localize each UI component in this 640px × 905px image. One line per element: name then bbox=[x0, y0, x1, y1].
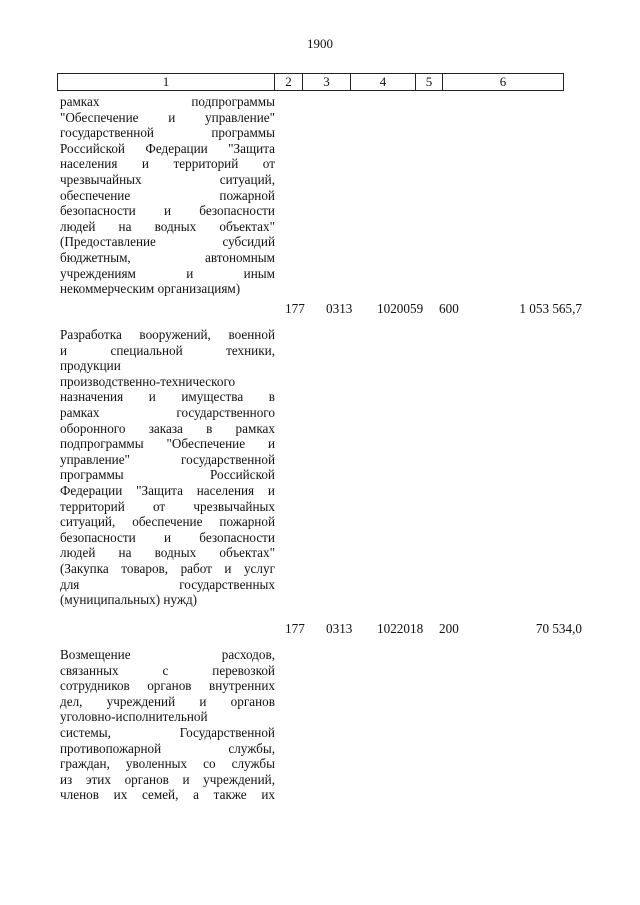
header-col-3: 3 bbox=[303, 74, 351, 91]
text-line: обеспечение пожарной bbox=[60, 187, 275, 203]
text-line: производственно-технического bbox=[60, 373, 236, 389]
row-3-description bbox=[60, 647, 275, 803]
text-line: безопасности и безопасности bbox=[60, 529, 275, 545]
text-line: рамках государственного bbox=[60, 404, 275, 420]
text-line: Федерации "Защита населения и bbox=[60, 482, 275, 498]
header-col-2: 2 bbox=[275, 74, 303, 91]
text-line: территорий от чрезвычайных bbox=[60, 498, 275, 514]
text-line: противопожарной службы, bbox=[60, 740, 275, 756]
text-line: продукции bbox=[60, 358, 121, 374]
row-2-description bbox=[60, 327, 275, 608]
text-line: (муниципальных) нужд) bbox=[60, 592, 198, 608]
text-line: граждан, уволенных со службы bbox=[60, 756, 275, 772]
header-col-5: 5 bbox=[416, 74, 443, 91]
text-line: некоммерческим организациям) bbox=[60, 281, 241, 297]
text-line: программы Российской bbox=[60, 467, 275, 483]
row-1-description bbox=[60, 94, 275, 297]
header-col-6: 6 bbox=[443, 74, 564, 91]
header-col-1: 1 bbox=[58, 74, 275, 91]
row-2-ministry: 177 bbox=[285, 621, 305, 636]
text-line: управление" государственной bbox=[60, 451, 275, 467]
row-1-amount: 1 053 565,7 bbox=[519, 301, 582, 316]
text-line: для государственных bbox=[60, 576, 275, 592]
text-line: из этих органов и учреждений, bbox=[60, 771, 275, 787]
row-1-type: 600 bbox=[439, 301, 459, 316]
text-line: сотрудников органов внутренних bbox=[60, 678, 275, 694]
text-line: безопасности и безопасности bbox=[60, 203, 275, 219]
text-line: рамках подпрограммы bbox=[60, 94, 275, 109]
text-line: связанных с перевозкой bbox=[60, 662, 275, 678]
text-line: государственной программы bbox=[60, 125, 275, 141]
row-1-section: 0313 bbox=[326, 301, 353, 316]
text-line: (Предоставление субсидий bbox=[60, 234, 275, 250]
text-line: ситуаций, обеспечение пожарной bbox=[60, 514, 275, 530]
text-line: бюджетным, автономным bbox=[60, 249, 275, 265]
text-line: системы, Государственной bbox=[60, 724, 275, 740]
text-line: назначения и имущества в bbox=[60, 389, 275, 405]
row-2-type: 200 bbox=[439, 621, 459, 636]
text-line: подпрограммы "Обеспечение и bbox=[60, 436, 275, 452]
row-1-ministry: 177 bbox=[285, 301, 305, 316]
row-2-amount: 70 534,0 bbox=[535, 621, 582, 636]
text-line: учреждениям и иным bbox=[60, 265, 275, 281]
text-line: населения и территорий от bbox=[60, 156, 275, 172]
row-2-section: 0313 bbox=[326, 621, 353, 636]
table-header bbox=[57, 73, 564, 91]
text-line: людей на водных объектах" bbox=[60, 218, 275, 234]
text-line: Возмещение расходов, bbox=[60, 647, 275, 662]
text-line: Разработка вооружений, военной bbox=[60, 327, 275, 342]
text-line: "Обеспечение и управление" bbox=[60, 109, 275, 125]
text-line: людей на водных объектах" bbox=[60, 545, 275, 561]
row-1-target: 1020059 bbox=[377, 301, 424, 316]
text-line: и специальной техники, bbox=[60, 342, 275, 358]
text-line: уголовно-исполнительной bbox=[60, 709, 208, 725]
row-2-target: 1022018 bbox=[377, 621, 424, 636]
page-number: 1900 bbox=[307, 36, 333, 51]
text-line: дел, учреждений и органов bbox=[60, 693, 275, 709]
text-line: Российской Федерации "Защита bbox=[60, 140, 275, 156]
text-line: чрезвычайных ситуаций, bbox=[60, 171, 275, 187]
text-line: (Закупка товаров, работ и услуг bbox=[60, 560, 275, 576]
text-line: оборонного заказа в рамках bbox=[60, 420, 275, 436]
text-line: членов их семей, а также их bbox=[60, 787, 275, 803]
header-col-4: 4 bbox=[351, 74, 416, 91]
